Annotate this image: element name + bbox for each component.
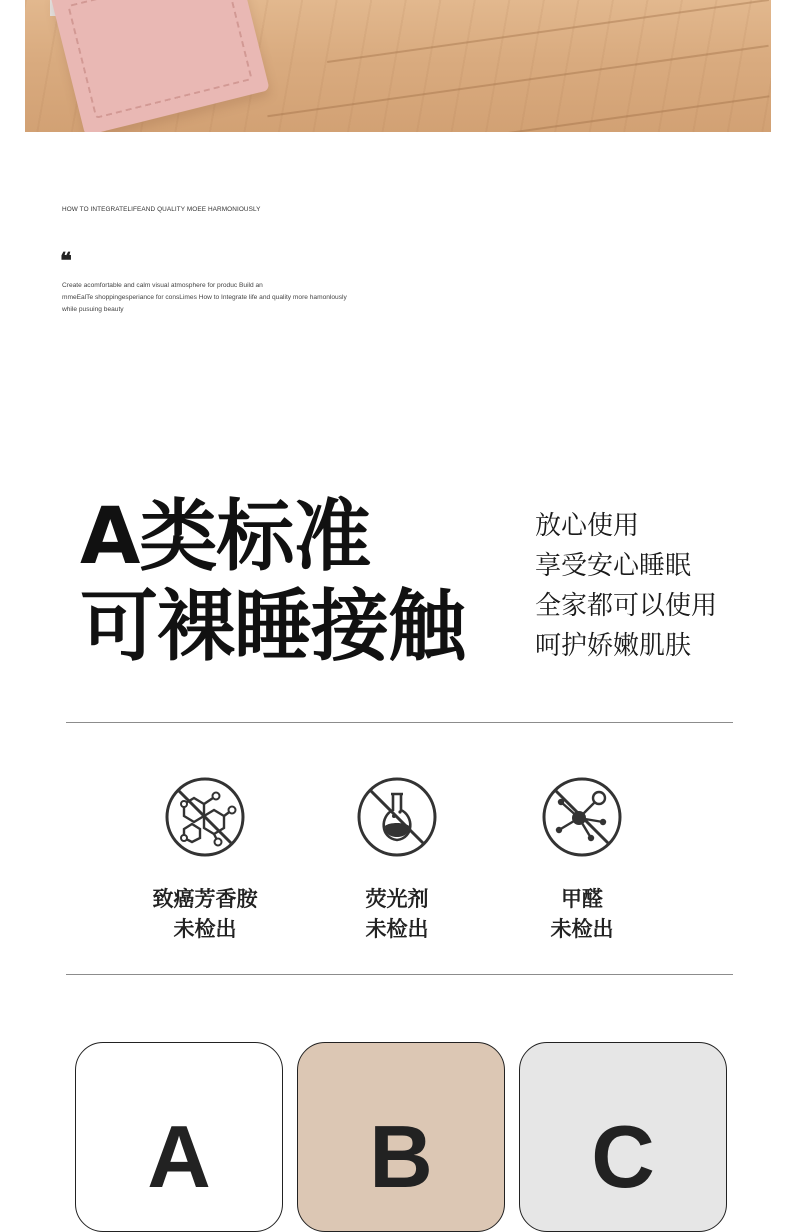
benefit-item: 全家都可以使用 — [535, 591, 718, 621]
feature-status: 未检出 — [173, 917, 237, 941]
description-line: mmeEalTe shoppingesperiance for consLimes How to Integrate life and quality more hamonlously — [62, 294, 347, 301]
feature-formaldehyde — [502, 776, 662, 944]
description-line: while pusuing beauty — [62, 306, 124, 313]
benefit-item: 放心使用 — [535, 511, 640, 541]
no-formaldehyde-icon — [541, 776, 623, 858]
benefit-item: 呵护娇嫩肌肤 — [535, 631, 692, 661]
feature-name: 致癌芳香胺 — [152, 887, 258, 911]
divider-top — [66, 722, 733, 723]
feature-aromatic-amine — [125, 776, 285, 944]
headline-line-2: 可裸睡接触 — [80, 582, 466, 672]
english-subtitle: HOW TO INTEGRATELIFEAND QUALITY MOEE HARMONIOUSLY — [62, 206, 261, 213]
pink-mat-image — [50, 0, 269, 132]
feature-status: 未检出 — [550, 917, 614, 941]
feature-status: 未检出 — [365, 917, 429, 941]
grade-letter: A — [147, 1107, 211, 1206]
main-headline — [80, 492, 465, 672]
grade-card-c — [519, 1042, 727, 1232]
grade-card-b — [297, 1042, 505, 1232]
headline-line-1: A类标准 — [80, 492, 371, 582]
product-photo — [25, 0, 771, 132]
feature-fluorescent-agent — [317, 776, 477, 944]
grade-card-a — [75, 1042, 283, 1232]
no-fluorescent-agent-icon — [356, 776, 438, 858]
feature-name: 甲醛 — [561, 887, 603, 911]
benefit-list — [535, 506, 717, 666]
description-line: Create acomfortable and calm visual atmosphere for produc Build an — [62, 282, 263, 289]
grade-letter: B — [369, 1107, 433, 1206]
divider-bottom — [66, 974, 733, 975]
benefit-item: 享受安心睡眠 — [535, 551, 692, 581]
feature-label — [502, 884, 662, 944]
grade-letter: C — [591, 1107, 655, 1206]
feature-label — [125, 884, 285, 944]
quote-icon: ❝ — [60, 248, 72, 273]
english-description — [62, 280, 432, 316]
feature-label — [317, 884, 477, 944]
no-aromatic-amine-icon — [164, 776, 246, 858]
feature-name: 荧光剂 — [365, 887, 429, 911]
